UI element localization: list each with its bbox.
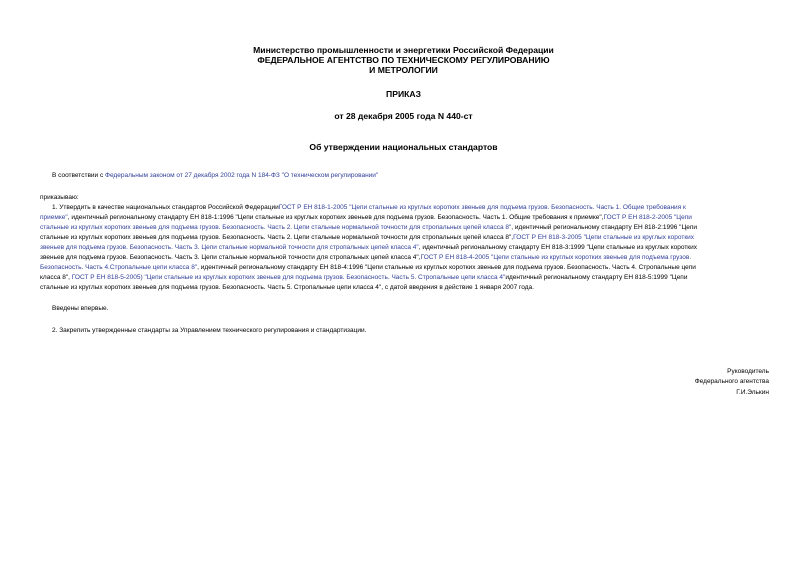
item1-text: стальные из круглых коротких звеньев для подъема грузов. Безопасность. Часть 2. Цепи стальные нормальной точности для стропальных цепей класса 8",	[40, 234, 514, 241]
signature-name: Г.И.Элькин	[736, 389, 769, 396]
item1-text: 1. Утвердить в качестве национальных стандартов Российской Федерации	[52, 204, 279, 211]
orders-word: приказываю:	[40, 194, 79, 201]
order-date: от 28 декабря 2005 года N 440-ст	[334, 111, 473, 121]
item1-line	[40, 223, 807, 233]
intro-paragraph	[52, 171, 378, 181]
item1-line	[40, 273, 807, 283]
agency-name-cont: И МЕТРОЛОГИИ	[369, 65, 438, 75]
item1-line	[40, 283, 807, 293]
item1-text: идентичный региональному стандарту ЕН 818-5:1999 "Цепи	[505, 274, 688, 281]
item1-line	[40, 243, 807, 253]
standard-link[interactable]: стальные из круглых коротких звеньев для подъема грузов. Безопасность. Часть 2. Цепи стальные нормальной точности для стропальных цепей класса 8"	[40, 224, 512, 231]
ministry-name: Министерство промышленности и энергетики Российской Федерации	[253, 45, 554, 55]
standard-link[interactable]: ГОСТ Р ЕН 818-2-2005 "Цепи	[603, 214, 692, 221]
item1-text: , идентичный региональному стандарту ЕН 818-1:1996 "Цепи стальные из круглых коротких звеньев для подъема грузов. Безопасность. Часть 1. Общие требования к приемке",	[67, 214, 604, 221]
standard-link[interactable]: звеньев для подъема грузов. Безопасность. Часть 3. Цепи стальные нормальной точности для стропальных цепей класса 4"	[40, 244, 419, 251]
item2-paragraph: 2. Закрепить утвержденные стандарты за Управлением технического регулирования и стандартизации.	[52, 327, 367, 334]
item1-line	[40, 253, 807, 263]
standard-link[interactable]: приемке"	[40, 214, 68, 221]
intro-prefix: В соответствии с	[52, 172, 106, 179]
item1-text: , идентичный региональному стандарту ЕН 818-3:1999 "Цепи стальные из круглых коротких	[418, 244, 698, 251]
item1-text: звеньев для подъема грузов. Безопасность. Часть 3. Цепи стальные нормальной точности для стропальных цепей класса 4",	[40, 254, 421, 261]
federal-law-link[interactable]: Федеральным законом от 27 декабря 2002 года N 184-ФЗ "О техническом регулировании"	[105, 172, 379, 179]
item1-paragraph	[40, 203, 807, 293]
standard-link[interactable]: ГОСТ Р ЕН 818-3-2005 "Цепи стальные из круглых коротких	[513, 234, 695, 241]
item1-text: стальные из круглых коротких звеньев для подъема грузов. Безопасность. Часть 5. Стропальные цепи класса 4", с датой введения в действие 1 января 2007 года.	[40, 284, 534, 291]
item1-line	[40, 213, 807, 223]
order-subject: Об утверждении национальных стандартов	[309, 142, 498, 152]
item1-line	[40, 203, 807, 213]
order-title: ПРИКАЗ	[386, 89, 421, 99]
item1-text: класса 8",	[40, 274, 72, 281]
item1-text: , идентичный региональному стандарту ЕН 818-2:1996 "Цепи	[511, 224, 698, 231]
standard-link[interactable]: ГОСТ Р ЕН 818-1-2005 "Цепи стальные из круглых коротких звеньев для подъема грузов. Безопасность. Часть 1. Общие требования к	[278, 204, 686, 211]
item1-line	[40, 233, 807, 243]
introduced-note: Введены впервые.	[52, 305, 109, 312]
signature-agency: Федерального агентства	[694, 378, 769, 385]
signature-title: Руководитель	[727, 368, 769, 375]
agency-name: ФЕДЕРАЛЬНОЕ АГЕНТСТВО ПО ТЕХНИЧЕСКОМУ РЕГУЛИРОВАНИЮ	[257, 55, 550, 65]
standard-link[interactable]: Безопасность. Часть 4.Стропальные цепи класса 8"	[40, 264, 198, 271]
standard-link[interactable]: ГОСТ Р ЕН 818-4-2005 "Цепи стальные из круглых коротких звеньев для подъема грузов.	[420, 254, 692, 261]
standard-link[interactable]: ГОСТ Р ЕН 818-5-2005) "Цепи стальные из круглых коротких звеньев для подъема грузов. Безопасность. Часть 5. Стропальные цепи класса 4"	[71, 274, 506, 281]
item1-text: , идентичный региональному стандарту ЕН 818-4:1996 "Цепи стальные из круглых коротких звеньев для подъема грузов. Безопасность. Часть 4. Стропальные цепи	[197, 264, 696, 271]
item1-line	[40, 263, 807, 273]
